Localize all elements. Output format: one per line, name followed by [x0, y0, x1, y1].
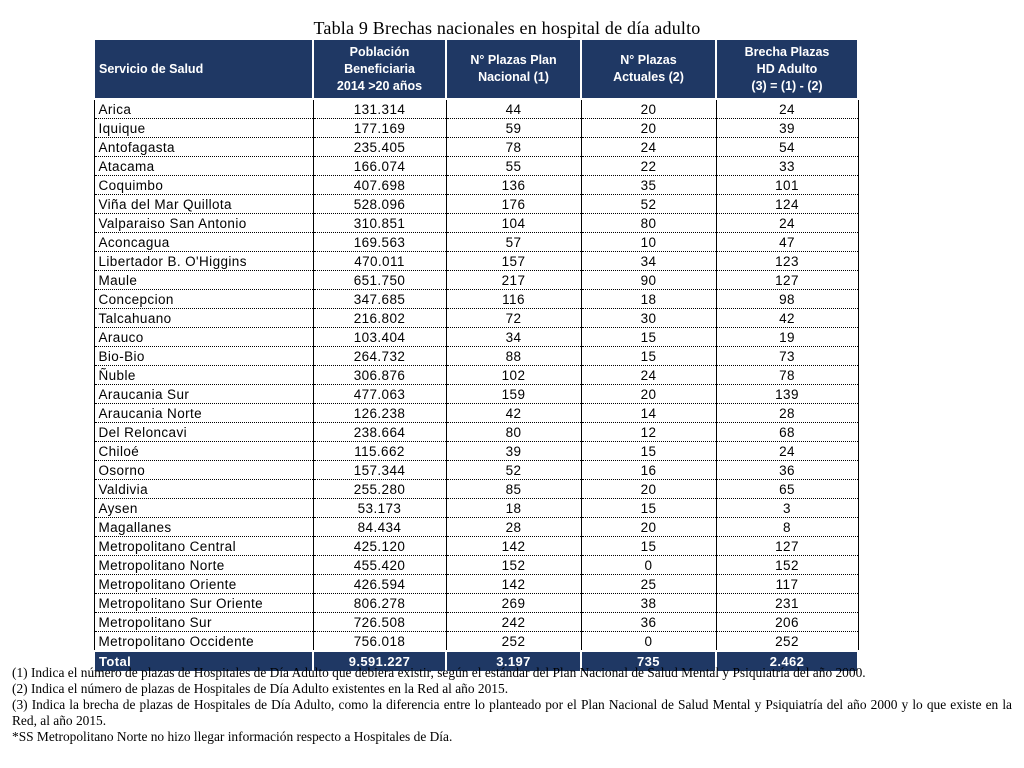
- cell-brecha: 123: [716, 252, 858, 271]
- table-row: [94, 271, 858, 290]
- cell-servicio: Aconcagua: [94, 233, 313, 252]
- cell-brecha: 127: [716, 271, 858, 290]
- cell-plazas-actuales: 15: [581, 442, 716, 461]
- cell-servicio: Libertador B. O'Higgins: [94, 252, 313, 271]
- footnote-1: (1) Indica el número de plazas de Hospitales de Día Adulto que debiera existir, según el estándar del Plan Nacional de Salud Mental y Psiquiatría del año 2000.: [12, 665, 866, 680]
- cell-servicio: Iquique: [94, 119, 313, 138]
- cell-brecha: 152: [716, 556, 858, 575]
- cell-poblacion: 255.280: [313, 480, 446, 499]
- cell-poblacion: 528.096: [313, 195, 446, 214]
- cell-brecha: 8: [716, 518, 858, 537]
- cell-brecha: 24: [716, 214, 858, 233]
- cell-poblacion: 177.169: [313, 119, 446, 138]
- cell-plazas-plan: 88: [446, 347, 581, 366]
- cell-plazas-actuales: 30: [581, 309, 716, 328]
- table-row: [94, 537, 858, 556]
- cell-plazas-plan: 85: [446, 480, 581, 499]
- total-actuales: 735: [581, 651, 716, 672]
- cell-poblacion: 166.074: [313, 157, 446, 176]
- cell-plazas-plan: 269: [446, 594, 581, 613]
- cell-brecha: 78: [716, 366, 858, 385]
- table-row: [94, 499, 858, 518]
- table-row: [94, 328, 858, 347]
- cell-plazas-actuales: 20: [581, 480, 716, 499]
- header-row: [94, 39, 858, 99]
- cell-servicio: Bio-Bio: [94, 347, 313, 366]
- cell-poblacion: 425.120: [313, 537, 446, 556]
- cell-servicio: Valparaiso San Antonio: [94, 214, 313, 233]
- cell-brecha: 54: [716, 138, 858, 157]
- cell-plazas-actuales: 38: [581, 594, 716, 613]
- cell-plazas-actuales: 12: [581, 423, 716, 442]
- table-row: [94, 556, 858, 575]
- cell-brecha: 65: [716, 480, 858, 499]
- header-plazas-actuales: N° Plazas Actuales (2): [581, 39, 716, 99]
- cell-servicio: Concepcion: [94, 290, 313, 309]
- cell-servicio: Atacama: [94, 157, 313, 176]
- cell-poblacion: 238.664: [313, 423, 446, 442]
- total-label: Total: [94, 651, 313, 672]
- cell-servicio: Coquimbo: [94, 176, 313, 195]
- cell-plazas-actuales: 35: [581, 176, 716, 195]
- table-row: [94, 290, 858, 309]
- cell-plazas-actuales: 24: [581, 138, 716, 157]
- cell-brecha: 101: [716, 176, 858, 195]
- cell-plazas-actuales: 18: [581, 290, 716, 309]
- header-poblacion: Población Beneficiaria 2014 >20 años: [313, 39, 446, 99]
- cell-plazas-actuales: 25: [581, 575, 716, 594]
- cell-plazas-actuales: 15: [581, 499, 716, 518]
- cell-servicio: Araucania Sur: [94, 385, 313, 404]
- cell-poblacion: 455.420: [313, 556, 446, 575]
- cell-poblacion: 131.314: [313, 99, 446, 119]
- cell-plazas-actuales: 15: [581, 328, 716, 347]
- table-row: [94, 252, 858, 271]
- cell-plazas-plan: 57: [446, 233, 581, 252]
- cell-plazas-plan: 142: [446, 575, 581, 594]
- cell-brecha: 124: [716, 195, 858, 214]
- cell-plazas-actuales: 24: [581, 366, 716, 385]
- cell-plazas-plan: 104: [446, 214, 581, 233]
- cell-plazas-plan: 78: [446, 138, 581, 157]
- cell-plazas-plan: 176: [446, 195, 581, 214]
- cell-plazas-plan: 159: [446, 385, 581, 404]
- cell-poblacion: 426.594: [313, 575, 446, 594]
- cell-poblacion: 407.698: [313, 176, 446, 195]
- header-brecha: Brecha Plazas HD Adulto (3) = (1) - (2): [716, 39, 858, 99]
- cell-plazas-actuales: 52: [581, 195, 716, 214]
- cell-poblacion: 651.750: [313, 271, 446, 290]
- table-row: [94, 442, 858, 461]
- cell-plazas-actuales: 0: [581, 632, 716, 652]
- cell-plazas-plan: 59: [446, 119, 581, 138]
- cell-plazas-plan: 42: [446, 404, 581, 423]
- cell-plazas-plan: 116: [446, 290, 581, 309]
- cell-plazas-actuales: 80: [581, 214, 716, 233]
- cell-brecha: 24: [716, 442, 858, 461]
- table-row: [94, 594, 858, 613]
- cell-poblacion: 726.508: [313, 613, 446, 632]
- table-row: [94, 404, 858, 423]
- cell-servicio: Arica: [94, 99, 313, 119]
- footnote-4: *SS Metropolitano Norte no hizo llegar información respecto a Hospitales de Día.: [12, 729, 453, 744]
- cell-poblacion: 806.278: [313, 594, 446, 613]
- cell-plazas-plan: 136: [446, 176, 581, 195]
- table-row: [94, 423, 858, 442]
- cell-plazas-plan: 102: [446, 366, 581, 385]
- cell-servicio: Valdivia: [94, 480, 313, 499]
- cell-plazas-plan: 80: [446, 423, 581, 442]
- table-title: Tabla 9 Brechas nacionales en hospital de día adulto: [313, 18, 701, 38]
- cell-servicio: Araucania Norte: [94, 404, 313, 423]
- table-row: [94, 461, 858, 480]
- table-row: [94, 613, 858, 632]
- cell-plazas-plan: 217: [446, 271, 581, 290]
- cell-plazas-actuales: 90: [581, 271, 716, 290]
- cell-plazas-plan: 55: [446, 157, 581, 176]
- cell-brecha: 19: [716, 328, 858, 347]
- cell-servicio: Metropolitano Oriente: [94, 575, 313, 594]
- cell-plazas-plan: 44: [446, 99, 581, 119]
- footnotes: [12, 665, 1012, 745]
- cell-brecha: 33: [716, 157, 858, 176]
- table-row: [94, 366, 858, 385]
- table-row: [94, 233, 858, 252]
- cell-plazas-plan: 34: [446, 328, 581, 347]
- total-brecha: 2.462: [716, 651, 858, 672]
- footnote-2: (2) Indica el número de plazas de Hospitales de Día Adulto existentes en la Red al año 2015.: [12, 681, 509, 696]
- cell-plazas-actuales: 20: [581, 99, 716, 119]
- cell-servicio: Del Reloncavi: [94, 423, 313, 442]
- cell-servicio: Arauco: [94, 328, 313, 347]
- cell-poblacion: 216.802: [313, 309, 446, 328]
- cell-servicio: Ñuble: [94, 366, 313, 385]
- cell-plazas-plan: 18: [446, 499, 581, 518]
- cell-servicio: Metropolitano Norte: [94, 556, 313, 575]
- header-plazas-plan: N° Plazas Plan Nacional (1): [446, 39, 581, 99]
- cell-brecha: 117: [716, 575, 858, 594]
- cell-servicio: Viña del Mar Quillota: [94, 195, 313, 214]
- cell-brecha: 206: [716, 613, 858, 632]
- cell-poblacion: 84.434: [313, 518, 446, 537]
- cell-poblacion: 103.404: [313, 328, 446, 347]
- table-row: [94, 632, 858, 652]
- header-servicio: Servicio de Salud: [94, 39, 313, 99]
- cell-plazas-actuales: 34: [581, 252, 716, 271]
- cell-plazas-actuales: 36: [581, 613, 716, 632]
- cell-brecha: 28: [716, 404, 858, 423]
- cell-plazas-plan: 242: [446, 613, 581, 632]
- cell-plazas-actuales: 15: [581, 537, 716, 556]
- cell-poblacion: 310.851: [313, 214, 446, 233]
- gaps-table: [93, 38, 859, 673]
- cell-servicio: Metropolitano Central: [94, 537, 313, 556]
- cell-brecha: 47: [716, 233, 858, 252]
- table-row: [94, 518, 858, 537]
- cell-poblacion: 169.563: [313, 233, 446, 252]
- cell-plazas-plan: 152: [446, 556, 581, 575]
- cell-poblacion: 306.876: [313, 366, 446, 385]
- cell-poblacion: 347.685: [313, 290, 446, 309]
- cell-brecha: 98: [716, 290, 858, 309]
- table-row: [94, 385, 858, 404]
- cell-poblacion: 264.732: [313, 347, 446, 366]
- cell-servicio: Aysen: [94, 499, 313, 518]
- cell-servicio: Metropolitano Sur: [94, 613, 313, 632]
- cell-plazas-actuales: 15: [581, 347, 716, 366]
- cell-poblacion: 157.344: [313, 461, 446, 480]
- cell-poblacion: 53.173: [313, 499, 446, 518]
- table-row: [94, 347, 858, 366]
- cell-plazas-plan: 39: [446, 442, 581, 461]
- cell-plazas-plan: 252: [446, 632, 581, 652]
- cell-plazas-actuales: 16: [581, 461, 716, 480]
- table-row: [94, 176, 858, 195]
- cell-plazas-actuales: 20: [581, 518, 716, 537]
- cell-brecha: 139: [716, 385, 858, 404]
- cell-plazas-actuales: 10: [581, 233, 716, 252]
- table-row: [94, 138, 858, 157]
- cell-brecha: 39: [716, 119, 858, 138]
- table-row: [94, 119, 858, 138]
- cell-poblacion: 126.238: [313, 404, 446, 423]
- cell-brecha: 252: [716, 632, 858, 652]
- table-row: [94, 575, 858, 594]
- cell-plazas-plan: 157: [446, 252, 581, 271]
- cell-poblacion: 477.063: [313, 385, 446, 404]
- cell-brecha: 68: [716, 423, 858, 442]
- table-row: [94, 480, 858, 499]
- cell-servicio: Metropolitano Sur Oriente: [94, 594, 313, 613]
- table-row: [94, 157, 858, 176]
- total-poblacion: 9.591.227: [313, 651, 446, 672]
- total-plan: 3.197: [446, 651, 581, 672]
- cell-poblacion: 470.011: [313, 252, 446, 271]
- cell-servicio: Metropolitano Occidente: [94, 632, 313, 652]
- cell-brecha: 231: [716, 594, 858, 613]
- cell-servicio: Chiloé: [94, 442, 313, 461]
- cell-servicio: Maule: [94, 271, 313, 290]
- cell-brecha: 24: [716, 99, 858, 119]
- cell-brecha: 73: [716, 347, 858, 366]
- cell-plazas-plan: 52: [446, 461, 581, 480]
- cell-poblacion: 235.405: [313, 138, 446, 157]
- cell-plazas-plan: 72: [446, 309, 581, 328]
- cell-brecha: 36: [716, 461, 858, 480]
- cell-servicio: Osorno: [94, 461, 313, 480]
- cell-plazas-actuales: 14: [581, 404, 716, 423]
- cell-plazas-actuales: 0: [581, 556, 716, 575]
- cell-servicio: Antofagasta: [94, 138, 313, 157]
- cell-plazas-actuales: 20: [581, 385, 716, 404]
- cell-brecha: 3: [716, 499, 858, 518]
- cell-plazas-actuales: 20: [581, 119, 716, 138]
- cell-servicio: Talcahuano: [94, 309, 313, 328]
- cell-poblacion: 756.018: [313, 632, 446, 652]
- cell-poblacion: 115.662: [313, 442, 446, 461]
- cell-servicio: Magallanes: [94, 518, 313, 537]
- footnote-3: (3) Indica la brecha de plazas de Hospitales de Día Adulto, como la diferencia entre lo planteado por el Plan Nacional de Salud Mental y Psiquiatría del año 2000 y lo que existe en la Red, al año 2015.: [12, 697, 1012, 728]
- cell-plazas-plan: 142: [446, 537, 581, 556]
- cell-brecha: 127: [716, 537, 858, 556]
- cell-plazas-actuales: 22: [581, 157, 716, 176]
- table-body: [94, 99, 858, 651]
- table-row: [94, 309, 858, 328]
- table-row: [94, 214, 858, 233]
- cell-plazas-plan: 28: [446, 518, 581, 537]
- cell-brecha: 42: [716, 309, 858, 328]
- table-row: [94, 99, 858, 119]
- table-row: [94, 195, 858, 214]
